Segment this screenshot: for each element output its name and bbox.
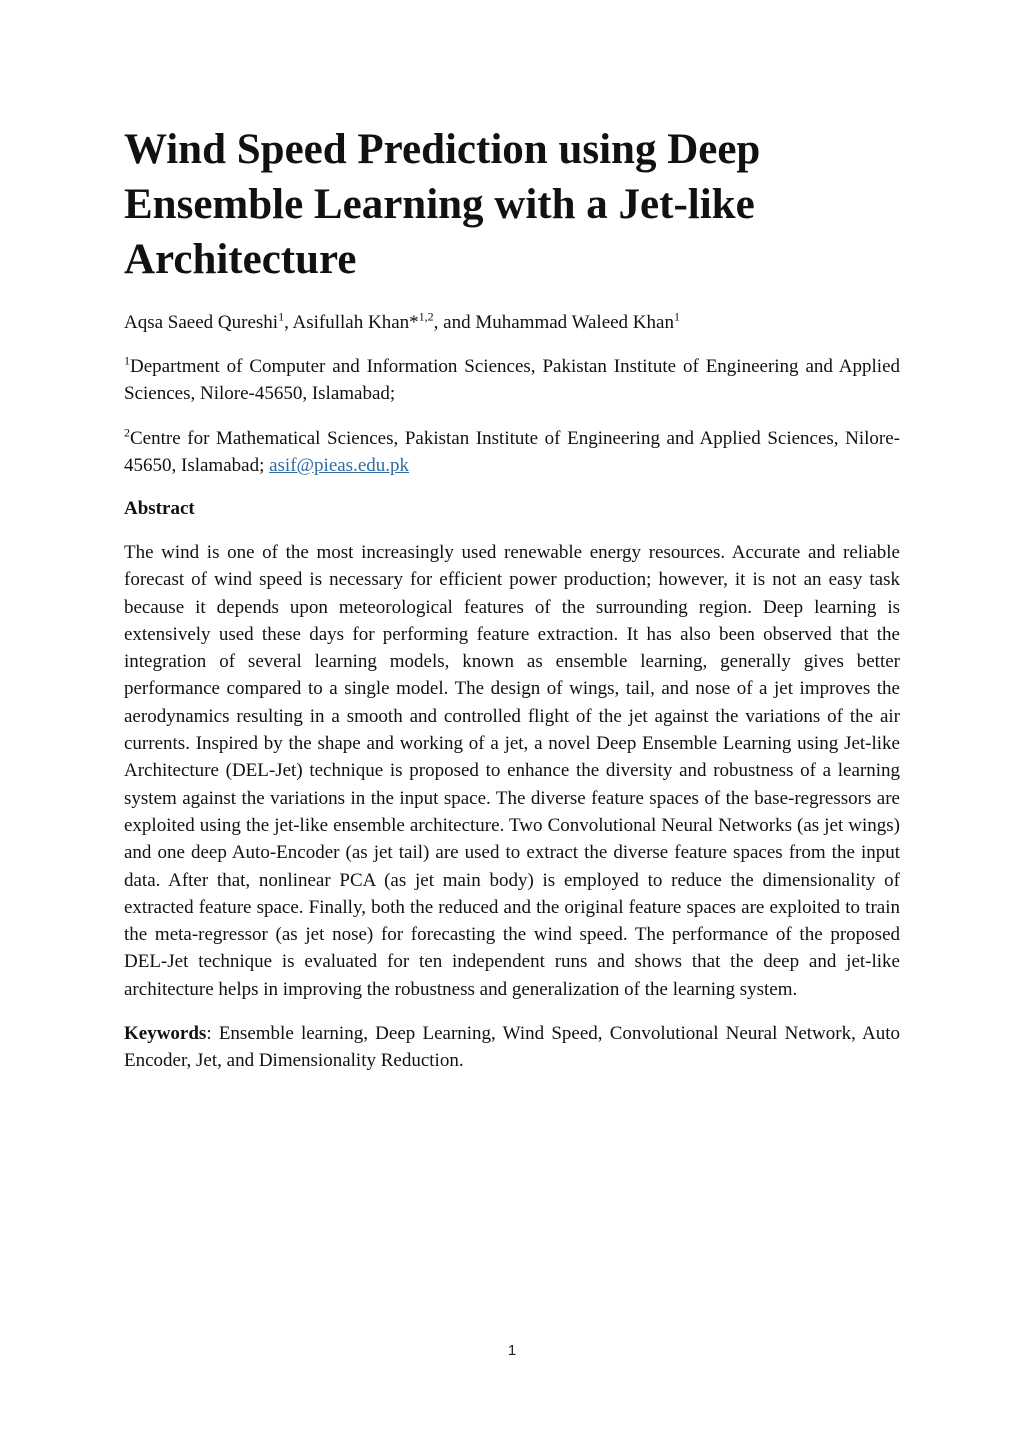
paper-page <box>124 122 900 1074</box>
abstract-heading: Abstract <box>124 498 195 519</box>
author-list <box>124 309 900 336</box>
affiliation-2 <box>124 425 900 479</box>
affiliation-text: Department of Computer and Information Sciences, Pakistan Institute of Engineering and Applied Sciences, Nilore-45650, Islamabad; <box>124 356 900 404</box>
paper-title <box>124 122 900 287</box>
affiliation-mark: 2 <box>124 425 130 440</box>
author-name: Asifullah Khan* <box>292 312 419 333</box>
author-name: Muhammad Waleed Khan <box>475 312 674 333</box>
keywords-label: Keywords <box>124 1023 207 1045</box>
author-name: Aqsa Saeed Qureshi <box>124 312 279 333</box>
affiliation-mark: 1 <box>124 353 130 368</box>
abstract-body: The wind is one of the most increasingly used renewable energy resources. Accurate and reliable forecast of wind speed is necessary for efficient power production; however, it is not an easy task because it depends upon meteorological features of the surrounding region. Deep learning is extensively used these days for performing feature extraction. It has also been observed that the integration of several learning models, known as ensemble learning, generally gives better performance compared to a single model. The design of wings, tail, and nose of a jet improves the aerodynamics resulting in a smooth and controlled flight of the jet against the variations of the air currents. Inspired by the shape and working of a jet, a novel Deep Ensemble Learning using Jet-like Architecture (DEL-Jet) technique is proposed to enhance the diversity and robustness of a learning system against the variations in the input space. The diverse feature spaces of the base-regressors are exploited using the jet-like ensemble architecture. Two Convolutional Neural Networks (as jet wings) and one deep Auto-Encoder (as jet tail) are used to extract the diverse feature spaces from the input data. After that, nonlinear PCA (as jet main body) is employed to reduce the dimensionality of extracted feature space. Finally, both the reduced and the original feature spaces are exploited to train the meta-regressor (as jet nose) for forecasting the wind speed. The performance of the proposed DEL-Jet technique is evaluated for ten independent runs and shows that the deep and jet-like architecture helps in improving the robustness and generalization of the learning system. <box>124 542 900 1000</box>
affiliation-1 <box>124 353 900 407</box>
author-separator: , <box>284 312 293 333</box>
author-affiliation-mark: 1 <box>673 309 680 324</box>
keywords <box>124 1020 900 1074</box>
email-link[interactable]: asif@pieas.edu.pk <box>269 455 410 476</box>
author-affiliation-mark: 1,2 <box>418 309 434 324</box>
title-line: Ensemble Learning with a Jet-like <box>124 181 755 228</box>
author-affiliation-mark: 1 <box>278 309 285 324</box>
title-line: Wind Speed Prediction using Deep <box>124 126 761 173</box>
author-separator: , and <box>433 312 476 333</box>
title-line: Architecture <box>124 236 357 283</box>
affiliation-text: Centre for Mathematical Sciences, Pakistan Institute of Engineering and Applied Sciences, Nilore-45650, Islamabad; <box>124 428 900 476</box>
keywords-text: : Ensemble learning, Deep Learning, Wind Speed, Convolutional Neural Network, Auto Encoder, Jet, and Dimensionality Reduction. <box>124 1023 900 1072</box>
page-number: 1 <box>507 1342 517 1359</box>
